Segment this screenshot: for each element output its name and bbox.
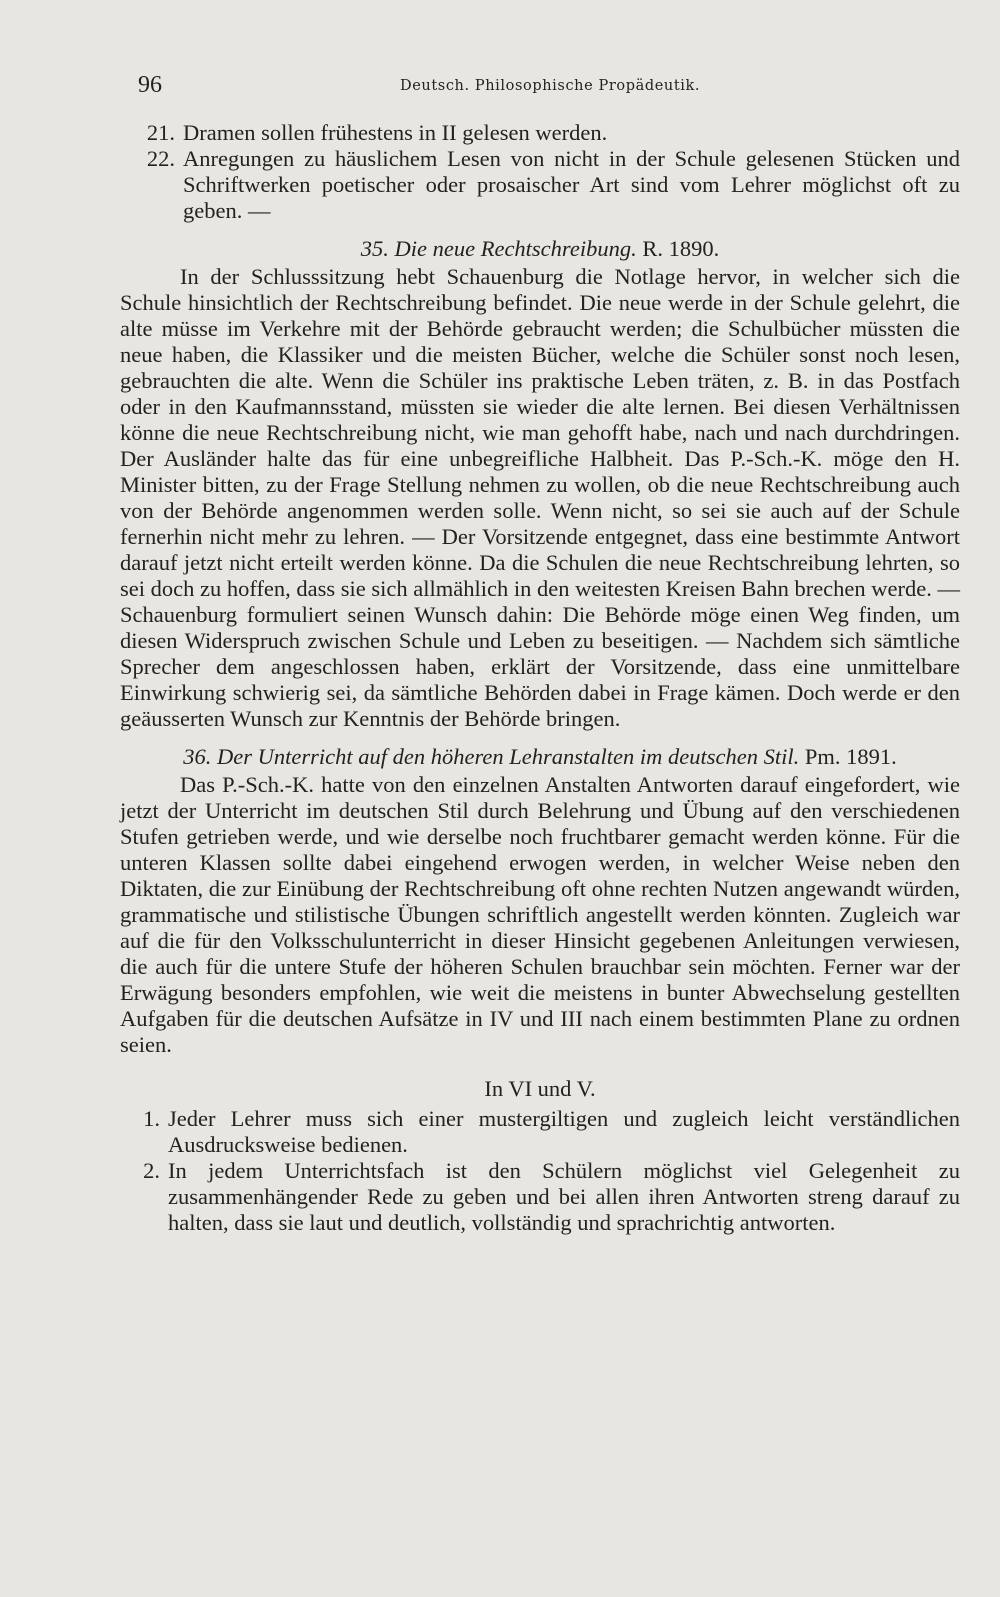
item-number: 2.	[143, 1158, 160, 1183]
list-item	[120, 146, 960, 224]
running-head: Deutsch. Philosophische Propädeutik.	[400, 78, 701, 94]
section-heading-36	[120, 744, 960, 770]
item-text: Anregungen zu häuslichem Lesen von nicht in der Schule gelesenen Stücken und Schriftwerken poetischer oder prosaischer Art sind vom Lehrer möglichst oft zu geben. —	[183, 146, 960, 223]
section-paragraph: Das P.-Sch.-K. hatte von den einzelnen Anstalten Antworten darauf eingefordert, wie jetzt der Unterricht im deutschen Stil durch Belehrung und Übung auf den verschiedenen Stufen getrieben werde, und wie derselbe noch fruchtbarer gemacht werden könne. Für die unteren Klassen sollte dabei eingehend erwogen werden, in welcher Weise neben den Diktaten, die zur Einübung der Rechtschreibung oft ohne rechten Nutzen angewandt würden, grammatische und stilistische Übungen schriftlich angestellt werden könnten. Zugleich war auf die für den Volksschulunterricht in dieser Hinsicht gegebenen Anleitungen verwiesen, die auch für die untere Stufe der höheren Schulen brauchbar sein möchten. Ferner war der Erwägung besonders empfohlen, wie weit die meistens in bunter Abwechselung gestellten Aufgaben für die deutschen Aufsätze in IV und III nach einem bestimmten Plane zu ordnen seien.	[120, 772, 960, 1057]
item-number: 1.	[143, 1106, 160, 1131]
list-item	[120, 1106, 960, 1158]
section-paragraph: In der Schlusssitzung hebt Schauenburg die Notlage hervor, in welcher sich die Schule hinsichtlich der Rechtschreibung befindet. Die neue werde in der Schule gelehrt, die alte müsse im Verkehre mit der Behörde gebraucht werden; die Schulbücher müssten die neue haben, die Klassiker und die meisten Bücher, welche die Schüler sonst noch lesen, gebrauchten die alte. Wenn die Schüler ins praktische Leben träten, z. B. in das Postfach oder in den Kaufmannsstand, müssten sie wieder die alte lernen. Bei diesen Verhältnissen könne die neue Rechtschreibung nicht, wie man gehofft habe, nach und nach durchdringen. Der Ausländer halte das für eine unbegreifliche Halbheit. Das P.-Sch.-K. möge den H. Minister bitten, zu der Frage Stellung nehmen zu wollen, ob die neue Rechtschreibung auch von der Behörde angenommen werden solle. Wenn nicht, so sei sie auch auf der Schule fernerhin nicht mehr zu lehren. — Der Vorsitzende entgegnet, dass eine bestimmte Antwort darauf jetzt nicht erteilt werden könne. Da die Schulen die neue Rechtschreibung lehrten, so sei doch zu hoffen, dass sie sich allmählich in den weitesten Kreisen Bahn brechen werde. — Schauenburg formuliert seinen Wunsch dahin: Die Behörde möge einen Weg finden, um diesen Widerspruch zwischen Schule und Leben zu beseitigen. — Nachdem sich sämtliche Sprecher dem angeschlossen haben, erklärt der Vorsitzende, dass eine unmittelbare Einwirkung schwierig sei, da sämtliche Behörden dabei in Frage kämen. Doch werde er den geäusserten Wunsch zur Kenntnis der Behörde bringen.	[120, 264, 960, 731]
section-number: 35.	[360, 236, 389, 261]
page-header	[138, 72, 708, 102]
item-text: Dramen sollen frühestens in II gelesen werden.	[183, 120, 608, 145]
section-number: 36.	[183, 744, 212, 769]
page-number: 96	[138, 72, 162, 98]
section-title: Der Unterricht auf den höheren Lehranstalten im deutschen Stil.	[217, 744, 800, 769]
section-ref: R. 1890.	[642, 236, 720, 261]
page-body	[120, 120, 960, 1236]
section-title: Die neue Rechtschreibung.	[394, 236, 637, 261]
list-item	[120, 1158, 960, 1236]
numbered-list	[120, 1106, 960, 1236]
item-number: 21.	[146, 120, 175, 145]
item-text: Jeder Lehrer muss sich einer mustergiltigen und zugleich leicht verständlichen Ausdrucksweise bedienen.	[168, 1106, 960, 1157]
section-ref: Pm. 1891.	[804, 744, 897, 769]
item-number: 22.	[146, 146, 175, 171]
item-text: In jedem Unterrichtsfach ist den Schülern möglichst viel Gelegenheit zu zusammenhängender Rede zu geben und bei allen ihren Antworten streng darauf zu halten, dass sie laut und deutlich, vollständig und sprachrichtig antworten.	[168, 1158, 960, 1235]
subheading: In VI und V.	[484, 1076, 596, 1101]
section-heading-35	[120, 236, 960, 262]
list-item	[120, 120, 960, 146]
